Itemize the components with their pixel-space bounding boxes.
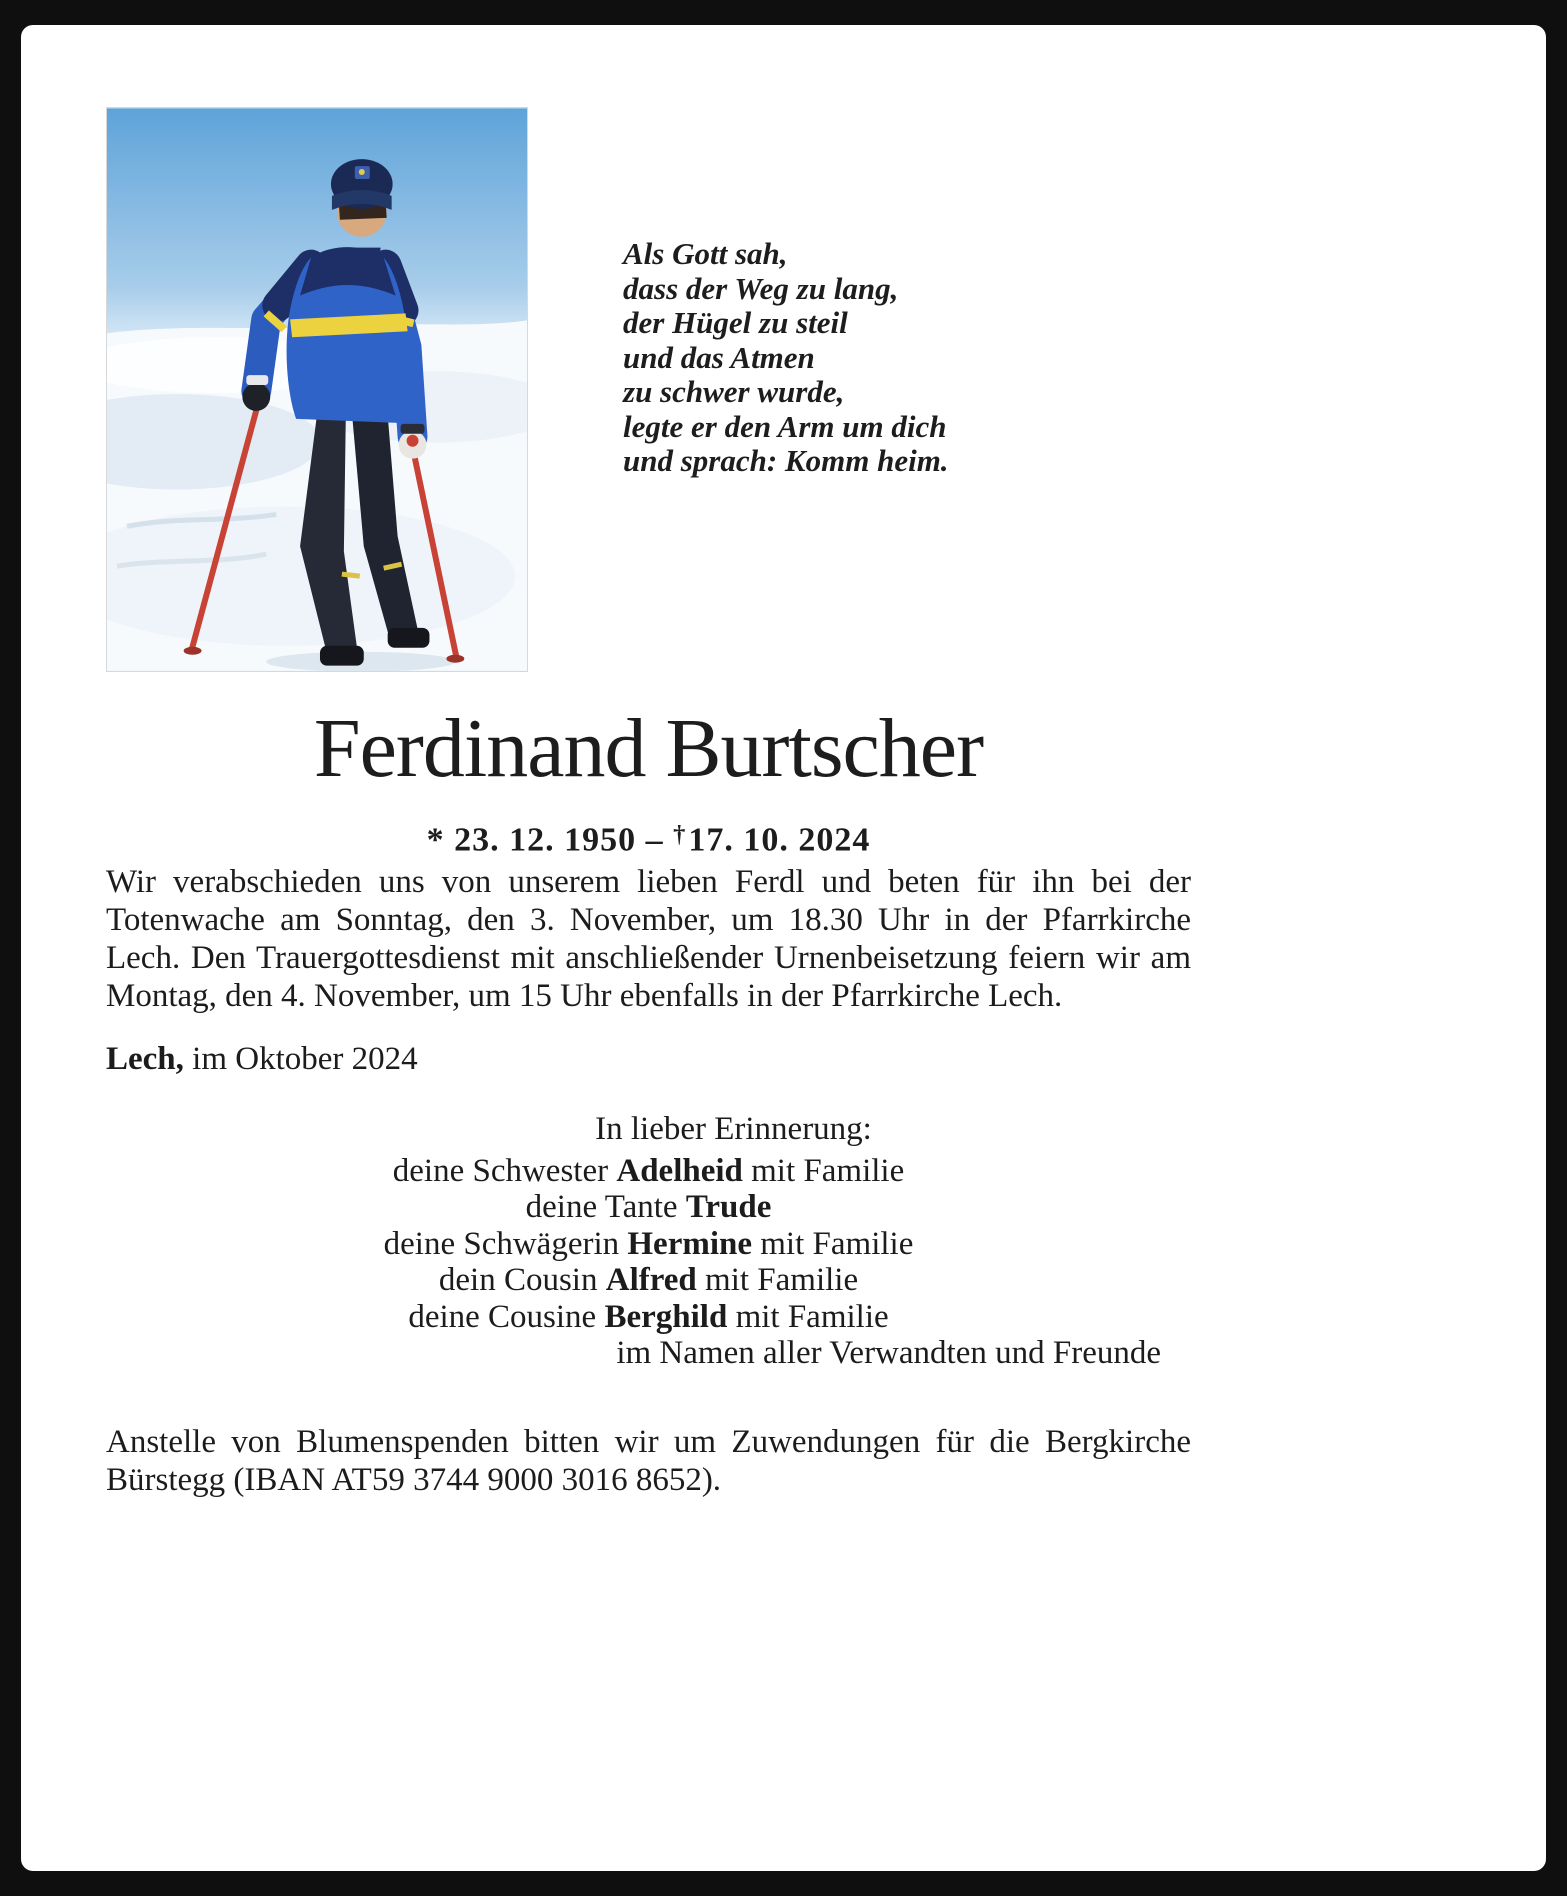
memorial-entry xyxy=(106,1226,1191,1263)
memorial-entries xyxy=(106,1153,1191,1336)
poem-line: und sprach: Komm heim. xyxy=(623,443,949,478)
relative-name: Berghild xyxy=(604,1298,728,1335)
relation-suffix: mit Familie xyxy=(696,1262,859,1298)
life-dates xyxy=(106,821,1191,860)
relation-suffix: mit Familie xyxy=(727,1298,889,1335)
birth-date: 23. 12. 1950 xyxy=(454,821,637,859)
relative-name: Trude xyxy=(685,1189,772,1225)
relation-prefix: dein Cousin xyxy=(438,1262,606,1298)
dates-separator: – xyxy=(645,821,664,859)
donation-paragraph: Anstelle von Blumenspenden bitten wir um Zuwendungen für die Bergkirche Bürstegg (IBAN AT59 3744 9000 3016 8652). xyxy=(106,1424,1191,1498)
memorial-entry xyxy=(106,1189,1191,1226)
relation-prefix: deine Schwägerin xyxy=(383,1225,628,1262)
place-name: Lech, xyxy=(106,1041,184,1077)
relation-suffix: mit Familie xyxy=(742,1152,905,1189)
relation-prefix: deine Cousine xyxy=(408,1298,605,1335)
relative-name: Adelheid xyxy=(616,1152,743,1189)
relation-suffix: mit Familie xyxy=(752,1225,914,1262)
obituary-sheet xyxy=(21,25,1546,1871)
relative-name: Hermine xyxy=(627,1225,753,1262)
poem-line: Als Gott sah, xyxy=(623,236,788,271)
death-symbol: † xyxy=(673,821,687,848)
birth-symbol: * xyxy=(426,821,445,859)
announcement-paragraph: Wir verabschieden uns von unserem lieben Ferdl und beten für ihn bei der Totenwache am Sonntag, den 3. November, um 18.30 Uhr in der Pfarrkirche Lech. Den Trauergottesdienst mit anschließender Urnenbeisetzung feiern wir am Montag, den 4. November, um 15 Uhr ebenfalls in der Pfarrkirche Lech. xyxy=(106,864,1191,1014)
memorial-poem xyxy=(623,237,949,479)
memorial-entry xyxy=(106,1299,1191,1336)
portrait-photo xyxy=(106,107,528,672)
memorial-entry xyxy=(106,1153,1191,1190)
skier-illustration xyxy=(107,108,527,671)
poem-line: der Hügel zu steil xyxy=(623,305,848,340)
relation-prefix: deine Schwester xyxy=(392,1152,617,1189)
memorial-section xyxy=(106,1111,1191,1372)
memorial-entry xyxy=(106,1262,1191,1299)
poem-line: und das Atmen xyxy=(623,339,815,375)
place-date-line xyxy=(106,1041,1191,1078)
relative-name: Alfred xyxy=(605,1262,697,1298)
deceased-name: Ferdinand Burtscher xyxy=(313,702,984,795)
place-date-rest: im Oktober 2024 xyxy=(183,1041,418,1077)
death-date: 17. 10. 2024 xyxy=(688,821,871,859)
poem-line: dass der Weg zu lang, xyxy=(623,270,899,306)
memorial-heading: In lieber Erinnerung: xyxy=(595,1111,872,1147)
poem-line: legte er den Arm um dich xyxy=(623,408,947,444)
memorial-closing: im Namen aller Verwandten und Freunde xyxy=(616,1335,1161,1371)
poem-line: zu schwer wurde, xyxy=(623,374,845,409)
relation-prefix: deine Tante xyxy=(525,1189,686,1225)
